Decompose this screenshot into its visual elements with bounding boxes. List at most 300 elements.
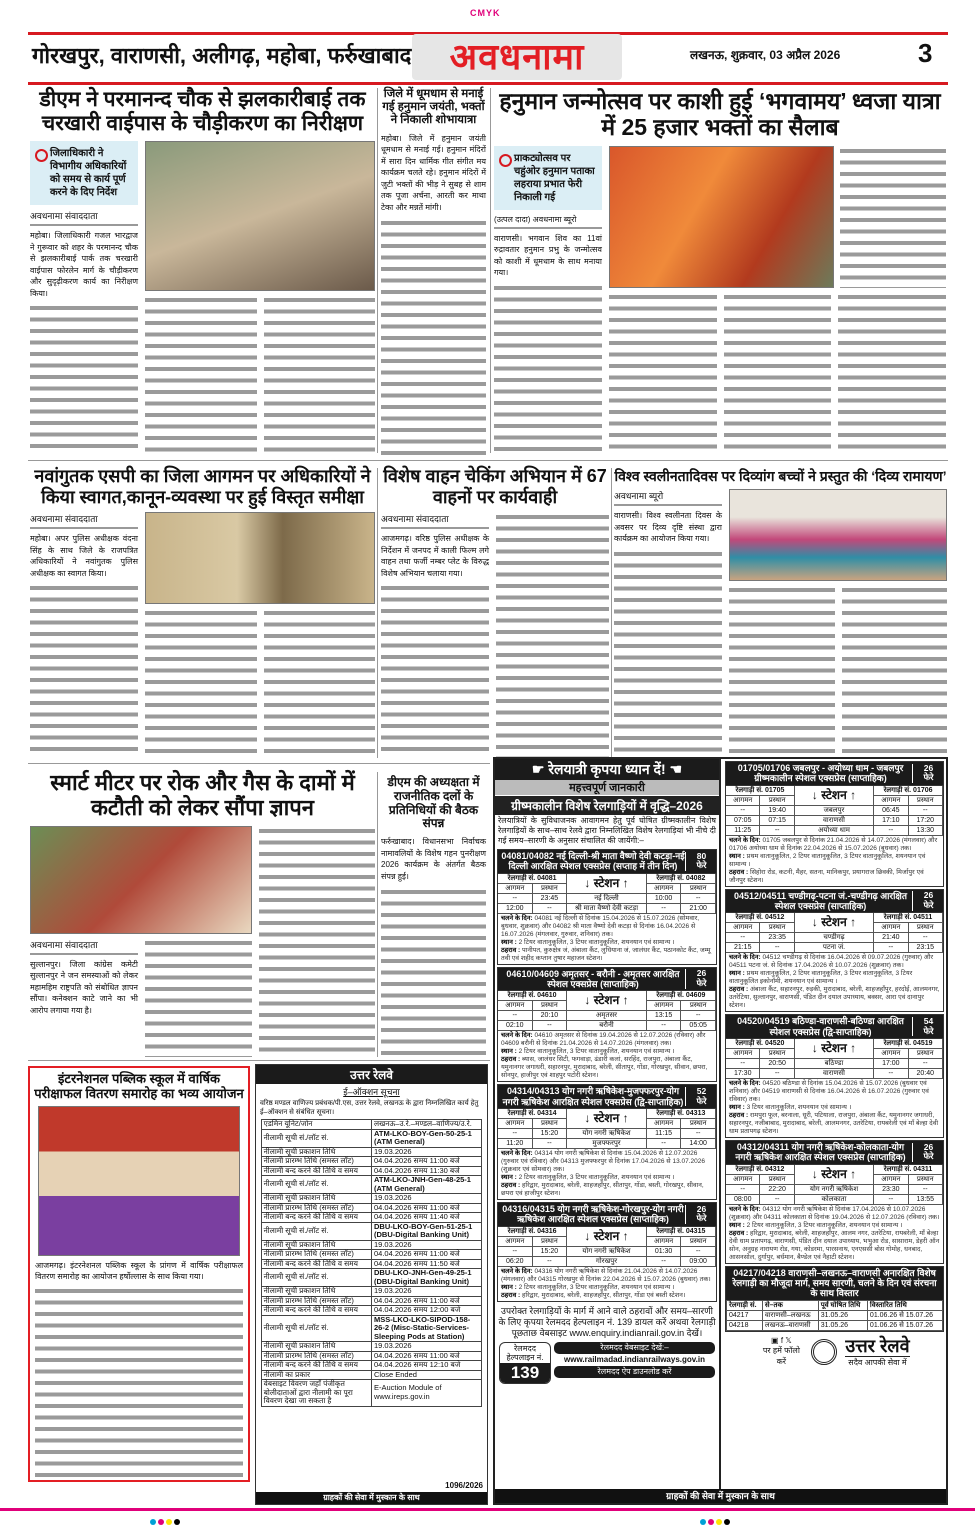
station-name: गोरखपुर — [567, 1257, 647, 1267]
autism-story — [614, 468, 947, 758]
header-bottom-rule — [28, 82, 948, 85]
time-cell: -- — [533, 1021, 568, 1031]
time-header: आगमन — [647, 1001, 682, 1011]
detail-line — [729, 970, 940, 986]
auction-org: उत्तर रेलवे — [256, 1065, 487, 1084]
railmadad-links — [554, 1342, 715, 1384]
vehicle-body-text — [496, 512, 609, 758]
time-cell: -- — [726, 933, 760, 943]
trips-count: 54 — [923, 1015, 934, 1026]
detail-text: प्रथम वातानुकूलित, 2 टियर वातानुकूलित, 3 टियर वातानुकूलित, 3 टियर वातानुकूलित इकोनॉमी, शयनयान एवं सामान्य । — [729, 970, 913, 986]
follow-text: पर हमें फॉलो करें — [762, 1346, 800, 1367]
rail-attention-banner — [495, 759, 719, 780]
train-no-up: रेलगाड़ी सं. 04082 — [647, 874, 716, 884]
dm-body-text — [264, 295, 376, 455]
train-trips — [912, 1017, 940, 1037]
time-cell: 21:40 — [874, 933, 908, 943]
railway-left-column — [495, 759, 721, 1489]
detail-text: 04314 योग नगरी ऋषिकेश से दिनांक 15.04.2026 से 12.07.2026 (गुरुवार एवं रविवार) और 04313 मुजफ्फरपुर से दिनांक 17.04.2026 से 13.07.2026 (शुक्रवार एवं सोमवार) तक। — [501, 1150, 705, 1174]
time-cell: 13:15 — [647, 1011, 682, 1021]
time-header: प्रस्थान — [909, 923, 943, 933]
auction-row-label: नीलामी सूची सं./लॉट सं. — [261, 1222, 371, 1240]
trips-unit: फेरे — [923, 1025, 934, 1036]
dm-byline: अवधनामा संवाददाता — [30, 209, 138, 226]
auction-row-label: नीलामी प्रारम्भ तिथि (समस्त लॉट) — [261, 1203, 371, 1213]
org-name: उत्तर रेलवे — [845, 1335, 910, 1356]
railway-advertisement — [493, 757, 948, 1505]
column-divider — [611, 468, 612, 758]
ext-cell: 31.05.26 — [818, 1320, 867, 1330]
detail-line — [501, 1292, 713, 1300]
detail-line — [501, 1268, 713, 1284]
time-cell: 23:15 — [909, 943, 943, 953]
cmyk-dots — [150, 1512, 182, 1530]
train-no-up: रेलगाड़ी सं. 04609 — [647, 991, 716, 1001]
detail-line — [501, 939, 713, 947]
table-row — [261, 1315, 482, 1342]
time-header: आगमन — [874, 1049, 908, 1059]
auction-row-value: 04.04.2026 समय 11:00 बजे — [372, 1157, 482, 1167]
time-cell: -- — [726, 1059, 760, 1069]
auction-ref: 1096/2026 — [445, 1481, 483, 1490]
detail-text: 04512 चण्डीगढ़ से दिनांक 16.04.2026 से 09.07.2026 (गुरुवार) और 04511 पटना जं. से दिनांक 17.04.2026 से 10.07.2026 (शुक्रवार) तक। — [729, 954, 934, 970]
time-cell: -- — [647, 1021, 682, 1031]
sp-welcome-photo — [145, 512, 375, 604]
auction-row-value: E-Auction Module of www.ireps.gov.in — [372, 1380, 482, 1407]
row-divider — [28, 1060, 490, 1061]
time-cell: 12:00 — [498, 904, 533, 914]
ext-cell: 04217 — [727, 1310, 763, 1320]
train-trips — [685, 969, 713, 989]
train-details — [726, 836, 943, 886]
smart-meter-body: सुल्तानपुर। जिला कांग्रेस कमेटी सुल्तानपुर ने जन समस्याओं को लेकर महामहिम राष्ट्रपति को संबोधित ज्ञापन सौंपा। कनेक्शन काटे जाने का भी आरोप लगाया गया है। — [30, 959, 138, 1015]
auction-row-value: 04.04.2026 समय 11:00 बजे — [372, 1203, 482, 1213]
auction-row-label: नीलामी बन्द करने की तिथि व समय — [261, 1213, 371, 1223]
dm-meeting-body: फर्रुखाबाद। विधानसभा निर्वाचक नामावलियों के विशेष गहन पुनरीक्षण 2026 कार्यक्रम के अंतर्गत बैठक संपन्न हुई। — [381, 837, 486, 881]
train-details — [726, 953, 943, 1011]
column-divider — [377, 88, 378, 453]
time-header: प्रस्थान — [909, 1175, 943, 1185]
auction-row-value: DBU-LKO-BOY-Gen-51-25-1 (DBU-Digital Banking Unit) — [372, 1222, 482, 1240]
rail-title: ग्रीष्मकालीन विशेष रेलगाड़ियों में वृद्धि–2026 — [495, 796, 719, 815]
detail-text: 2 टियर वातानुकूलित, 3 टियर वातानुकूलित, शयनयान एवं सामान्य । — [518, 938, 675, 946]
arrow-up-icon: ↑ — [619, 1228, 629, 1243]
train-title: 04610/04609 अमृतसर - बरौनी - अमृतसर आरक्षित स्पेशल एक्सप्रेस (साप्ताहिक) — [506, 968, 680, 990]
time-cell: -- — [874, 1069, 908, 1079]
detail-label: चलने के दिन: — [501, 1032, 535, 1040]
detail-line — [729, 1112, 940, 1136]
time-cell: -- — [874, 943, 908, 953]
timetable — [498, 1226, 716, 1267]
registration-mark: CMYK — [470, 8, 501, 18]
detail-text: प्रथम वातानुकूलित, 2 टियर वातानुकूलित, 3 टियर वातानुकूलित, शयनयान एवं सामान्य । — [729, 852, 926, 868]
train-title: 04312/04311 योग नगरी ऋषिकेश-कोलकाता-योग नगरी ऋषिकेश आरक्षित स्पेशल एक्सप्रेस (साप्ताहिक) — [735, 1142, 906, 1163]
dm-meeting-story — [381, 776, 486, 1057]
time-header: आगमन — [874, 796, 908, 806]
station-name: वाराणसी — [795, 1069, 874, 1079]
station-name: बठिण्डा — [795, 1059, 874, 1069]
arrow-down-icon: ↓ — [811, 787, 822, 802]
dm-body-text — [30, 303, 138, 455]
auction-row-label: नीलामी बन्द करने की तिथि व समय — [261, 1259, 371, 1269]
train-title: 01705/01706 जबलपुर - अयोध्या धाम - जबलपुर ग्रीष्मकालीन स्पेशल एक्सप्रेस (साप्ताहिक) — [737, 763, 904, 784]
time-cell: -- — [681, 894, 716, 904]
train-box — [725, 1014, 944, 1138]
auction-row-label: वेबसाइट विवरण जहाँ पंजीकृत बोलीदाताओं द्वारा नीलामी का पूरा विवरण देखा जा सकता है — [261, 1380, 371, 1407]
time-cell: 14:00 — [681, 1139, 716, 1149]
station-name: कोलकाता — [795, 1195, 874, 1205]
autism-body-text — [614, 549, 722, 758]
school-story-box — [28, 1066, 250, 1482]
arrow-down-icon: ↓ — [811, 1041, 822, 1056]
autism-event-photo — [729, 489, 947, 581]
time-cell: -- — [726, 806, 760, 816]
detail-label: स्थान : — [501, 1048, 519, 1056]
auction-row-value: 19.03.2026 — [372, 1147, 482, 1157]
railmadad-app-link[interactable]: रेलमदद ऐप डाउनलोड करें — [554, 1366, 715, 1378]
train-no-up: रेलगाड़ी सं. 01706 — [874, 786, 943, 796]
school-body: आजमगढ़। इंटरनेशनल पब्लिक स्कूल के प्रांगण में वार्षिक परीक्षाफल वितरण समारोह का आयोजन हर्षोल्लास के साथ किया गया। — [35, 1260, 243, 1282]
ext-header: से–तक — [762, 1300, 818, 1310]
timetable — [726, 1038, 943, 1079]
train-title-bar — [498, 968, 716, 991]
time-header: प्रस्थान — [681, 1119, 716, 1129]
train-no-up: रेलगाड़ी सं. 04315 — [647, 1227, 716, 1237]
detail-line — [501, 1056, 713, 1080]
detail-text: रामपुरा फूल, बरनाला, धूरी, पटियाला, राजपुरा, अंबाला कैंट, यमुनानगर जगाधरी, सहारनपुर, नजीबाबाद, मुरादाबाद, बरेली, आलमनगर, उतरेटिया, रायबरेली एवं माँ बेल्हा देवी धाम प्रतापगढ़ स्टेशन। — [729, 1112, 939, 1136]
sp-body-text — [145, 608, 257, 758]
station-header — [795, 913, 874, 933]
time-cell: 07:05 — [726, 816, 760, 826]
kashi-body-text — [494, 283, 602, 455]
school-headline: इंटरनेशनल पब्लिक स्कूल में वार्षिक परीक्षाफल वितरण समारोह का भव्य आयोजन — [34, 1071, 244, 1101]
time-cell: -- — [681, 1011, 716, 1021]
auction-intro: वरिष्ठ मण्डल वाणिज्य प्रबंधक/पी.एस, उत्तर रेलवे, लखनऊ के द्वारा निम्नलिखित कार्य हेतु ई–ऑक्शन से संबंधित सूचना। — [260, 1100, 479, 1116]
dm-inspection-story — [30, 88, 375, 455]
ext-cell: वाराणसी–लखनऊ — [762, 1310, 818, 1320]
arrow-down-icon: ↓ — [584, 1228, 594, 1243]
smart-meter-body-text — [145, 938, 252, 1057]
auction-row-value: 19.03.2026 — [372, 1287, 482, 1297]
trips-count: 26 — [696, 968, 707, 979]
table-row — [261, 1342, 482, 1352]
auction-title: ई–ऑक्शन सूचना — [343, 1087, 400, 1097]
time-cell: -- — [498, 1129, 533, 1139]
kashi-body-text — [840, 146, 946, 288]
dateline: लखनऊ, शुक्रवार, 03 अप्रैल 2026 — [690, 48, 841, 62]
train-no-down: रेलगाड़ी सं. 01705 — [726, 786, 795, 796]
trips-count: 26 — [696, 1203, 707, 1214]
time-cell: -- — [647, 904, 682, 914]
time-header: प्रस्थान — [760, 1175, 794, 1185]
train-details — [498, 1149, 716, 1199]
time-header: प्रस्थान — [909, 796, 943, 806]
auction-table — [261, 1119, 483, 1407]
autism-day-headline: विश्व स्वलीनतादिवस पर दिव्यांग बच्चों ने प्रस्तुत की ‘दिव्य रामायण’ — [614, 468, 947, 484]
auction-row-value: 19.03.2026 — [372, 1342, 482, 1352]
trips-unit: फेरे — [696, 978, 707, 989]
time-cell: 17:30 — [726, 1069, 760, 1079]
dm-body: महोबा। जिलाधिकारी गजल भारद्वाज ने गुरूवार को शहर के परमानन्द चौक से झलकारीबाई पार्क तक चरखारी वाईपास फोरलेन मार्ग के चौड़ीकरण और सुदृढ़ीकरण कार्य का निरीक्षण किया। — [30, 231, 138, 298]
trips-count: 80 — [696, 850, 707, 861]
time-cell: 15:20 — [533, 1129, 568, 1139]
train-no-down: रेलगाड़ी सं. 04312 — [726, 1165, 795, 1175]
train-no-down: रेलगाड़ी सं. 04316 — [498, 1227, 567, 1237]
kashi-body-text — [724, 292, 832, 455]
auction-row-label: नीलामी सूची सं./लॉट सं. — [261, 1315, 371, 1342]
time-cell: 19:40 — [760, 806, 794, 816]
social-follow — [759, 1336, 803, 1367]
arrow-down-icon: ↓ — [584, 1111, 594, 1126]
time-cell: 21:15 — [726, 943, 760, 953]
time-header: आगमन — [498, 1001, 533, 1011]
detail-label: चलने के दिन: — [501, 914, 535, 922]
detail-line — [729, 869, 940, 885]
time-cell: -- — [681, 1247, 716, 1257]
table-row — [727, 1310, 943, 1320]
trips-unit: फेरे — [696, 1095, 707, 1106]
railway-emblem-icon — [811, 1339, 837, 1365]
station-name: मुजफ्फरपुर — [567, 1139, 647, 1149]
column-divider — [377, 772, 378, 1057]
auction-row-value: 04.04.2026 समय 11:00 बजे — [372, 1296, 482, 1306]
train-no-down: रेलगाड़ी सं. 04520 — [726, 1039, 795, 1049]
auction-row-label: नीलामी का प्रकार — [261, 1370, 371, 1380]
detail-label: चलने के दिन: — [729, 1080, 763, 1088]
detail-label: चलने के दिन: — [501, 1267, 535, 1275]
timetable — [726, 785, 943, 836]
train-trips — [685, 1205, 713, 1225]
train-box — [497, 849, 717, 965]
pointing-hand-icon: ☛ — [531, 761, 549, 777]
time-header: आगमन — [647, 1237, 682, 1247]
detail-text: पानीपत, कुरुक्षेत्र जं, अंबाला कैंट, लुधियाना जं, जालंधर कैंट, पठानकोट कैंट, जम्मू तवी एवं शहीद कप्तान तुषार महाजन स्टेशन। — [501, 946, 711, 962]
smart-meter-headline: स्मार्ट मीटर पर रोक और गैस के दामों में कटौती को लेकर सौंपा ज्ञापन — [50, 770, 355, 821]
station-header — [567, 874, 647, 894]
station-label: स्टेशन — [593, 1228, 620, 1243]
detail-line — [501, 915, 713, 939]
column-divider — [377, 468, 378, 758]
time-cell: 06:45 — [874, 806, 908, 816]
time-cell: 09:00 — [681, 1257, 716, 1267]
station-name: श्री माता वैष्णो देवी कटड़ा — [567, 904, 647, 914]
time-cell: 20:10 — [533, 1011, 568, 1021]
time-cell: 20:50 — [760, 1059, 794, 1069]
train-title: 04316/04315 योग नगरी ऋषिकेश-गोरखपुर-योग नगरी ऋषिकेश आरक्षित स्पेशल एक्सप्रेस (साप्ताहिक) — [502, 1204, 684, 1225]
detail-line — [501, 1032, 713, 1048]
arrow-up-icon: ↑ — [619, 1111, 629, 1126]
cmyk-dots — [700, 1512, 732, 1530]
station-header — [567, 1109, 647, 1129]
railmadad-website-label: रेलमदद वेबसाइट देखें:– — [554, 1342, 715, 1354]
auction-row-label: नीलामी प्रारम्भ तिथि (समस्त लॉट) — [261, 1157, 371, 1167]
railmadad-website-link[interactable]: www.railmadad.indianrailways.gov.in — [564, 1354, 705, 1364]
northern-railway-logo-block — [723, 1334, 946, 1370]
auction-row-label: नीलामी बन्द करने की तिथि व समय — [261, 1306, 371, 1316]
detail-text: 2 टियर वातानुकूलित, 3 टियर वातानुकूलित, शयनयान एवं सामान्य । — [518, 1283, 675, 1291]
station-header — [567, 1227, 647, 1247]
detail-label: ठहराव : — [729, 986, 750, 994]
time-cell: -- — [533, 1257, 568, 1267]
sp-byline: अवधनामा संवाददाता — [30, 512, 138, 529]
time-cell: 17:20 — [909, 816, 943, 826]
detail-text: अंबाला कैंट, सहारनपुर, रुड़की, मुरादाबाद, बरेली, शाहजहाँपुर, हरदोई, आलमनगर, उतरेटिया, सुल्तानपुर, वाराणसी, पंडित दीन दयाल उपाध्याय, बक्सर, आरा एवं दानापुर स्टेशन। — [729, 986, 940, 1010]
detail-text: 2 टियर वातानुकूलित, 3 टियर वातानुकूलित, शयनयान एवं सामान्य । — [518, 1174, 675, 1182]
sp-body-text — [264, 608, 376, 758]
hanuman-jayanti-headline: जिले में धूमधाम से मनाई गई हनुमान जयंती, भक्तों ने निकाली शोभायात्रा — [382, 88, 485, 127]
detail-label: ठहराव : — [501, 946, 522, 954]
arrow-up-icon: ↑ — [846, 915, 857, 930]
time-header: प्रस्थान — [760, 1049, 794, 1059]
time-header: आगमन — [498, 884, 533, 894]
arrow-down-icon: ↓ — [584, 993, 594, 1008]
auction-row-label: नीलामी सूची सं./लॉट सं. — [261, 1269, 371, 1287]
auction-row-label: नीलामी सूची प्रकाशन तिथि — [261, 1194, 371, 1204]
station-name: योग नगरी ऋषिकेश — [567, 1129, 647, 1139]
helpline-box — [499, 1342, 551, 1384]
detail-label: चलने के दिन: — [729, 954, 763, 962]
rail-intro: रेलयात्रियों के सुविधाजनक आवागमन हेतु पूर्व घोषित ग्रीष्मकालीन विशेष रेलगाड़ियों के साथ–साथ रेलवे द्वारा निम्नलिखित विशेष रेलगाड़ियां भी नीचे दी गई समय–सारणी के अनुसार संचालित की जायेंगी:– — [498, 816, 716, 845]
table-row — [261, 1222, 482, 1240]
trips-unit: फेरे — [696, 860, 707, 871]
train-title: 04314/04313 योग नगरी ऋषिकेश-मुजफ्फरपुर-योग नगरी ऋषिकेश आरक्षित स्पेशल एक्सप्रेस (द्वि-साप्ताहिक) — [502, 1086, 684, 1107]
auction-row-value: 04.04.2026 समय 11:00 बजे — [372, 1250, 482, 1260]
detail-label: स्थान : — [729, 852, 747, 860]
auction-row-value: 04.04.2026 समय 11:40 बजे — [372, 1213, 482, 1223]
train-no-up: रेलगाड़ी सं. 04311 — [874, 1165, 943, 1175]
detail-line — [729, 1230, 940, 1262]
auction-row-value: ATM-LKO-JNH-Gen-48-25-1 (ATM General) — [372, 1176, 482, 1194]
time-cell: -- — [498, 1247, 533, 1257]
e-auction-notice — [255, 1064, 488, 1505]
org-tagline: सदैव आपकी सेवा में — [845, 1356, 909, 1368]
time-header: आगमन — [498, 1237, 533, 1247]
station-label: स्टेशन — [821, 1166, 847, 1181]
kashi-body-text — [609, 292, 717, 455]
detail-label: स्थान : — [501, 938, 519, 946]
detail-line — [729, 1080, 940, 1104]
time-header: आगमन — [726, 923, 760, 933]
time-cell: -- — [909, 806, 943, 816]
train-details — [498, 1267, 716, 1301]
kashi-procession-photo — [609, 146, 834, 288]
pointing-hand-icon: ☚ — [665, 761, 683, 777]
detail-line — [729, 986, 940, 1010]
extension-table-box — [725, 1266, 944, 1332]
detail-label: ठहराव : — [729, 1112, 750, 1120]
station-name: पटना जं. — [795, 943, 874, 953]
auction-row-label: नीलामी सूची सं./लॉट सं. — [261, 1129, 371, 1147]
time-header: प्रस्थान — [533, 884, 568, 894]
detail-line — [729, 1206, 940, 1222]
dm-inspection-photo — [145, 141, 375, 291]
train-title-bar — [498, 1203, 716, 1226]
social-icons: ▣ f 𝕏 — [771, 1336, 792, 1346]
kashi-story — [494, 88, 946, 455]
time-cell: 15:20 — [533, 1247, 568, 1257]
vehicle-body: आजमगढ़। वरिष्ठ पुलिस अधीक्षक के निर्देशन में जनपद में काली फिल्म लगे वाहन तथा फर्जी नम्बर प्लेट के विरुद्ध विशेष अभियान चलाया गया। — [381, 534, 489, 578]
trips-count: 26 — [923, 890, 934, 901]
right-train-list — [723, 761, 946, 1264]
time-cell: 17:10 — [874, 816, 908, 826]
train-trips — [912, 764, 940, 784]
sp-story — [30, 466, 375, 758]
auction-row-label: नीलामी बन्द करने की तिथि व समय — [261, 1166, 371, 1176]
time-header: आगमन — [498, 1119, 533, 1129]
train-no-up: रेलगाड़ी सं. 04519 — [874, 1039, 943, 1049]
time-header: प्रस्थान — [681, 884, 716, 894]
detail-line — [501, 1150, 713, 1174]
rail-footer: ग्राहकों की सेवा में मुस्कान के साथ — [495, 1489, 946, 1503]
time-cell: 23:30 — [874, 1185, 908, 1195]
time-cell: 22:20 — [760, 1185, 794, 1195]
detail-label: स्थान : — [501, 1174, 519, 1182]
auction-unit-label: एडमिन यूनिट/जोन — [261, 1120, 371, 1130]
detail-label: स्थान : — [729, 1221, 747, 1229]
detail-label: ठहराव : — [729, 868, 750, 876]
arrow-down-icon: ↓ — [811, 1166, 822, 1181]
train-title: 04520/04519 बठिण्डा-वाराणसी-बठिण्डा आरक्षित स्पेशल एक्सप्रेस (द्वि-साप्ताहिक) — [737, 1016, 904, 1037]
detail-text: 04312 योग नगरी ऋषिकेश से दिनांक 17.04.2026 से 10.07.2026 (शुक्रवार) और 04311 कोलकाता से दिनांक 19.04.2026 से 12.07.2026 (रविवार) तक। — [729, 1205, 940, 1221]
table-row — [261, 1250, 482, 1260]
train-details — [726, 1205, 943, 1263]
detail-text: 04520 बठिण्डा से दिनांक 15.04.2026 से 15.07.2026 (बुधवार एवं शनिवार) और 04519 वाराणसी से दिनांक 16.04.2026 से 16.07.2026 (गुरुवार एवं रविवार) तक। — [729, 1080, 929, 1104]
ext-cell: 01.06.26 से 15.07.26 — [867, 1320, 942, 1330]
time-header: आगमन — [726, 1049, 760, 1059]
auction-row-label: नीलामी सूची सं./लॉट सं. — [261, 1176, 371, 1194]
detail-text: हरिद्वार, मुरादाबाद, बरेली, शाहजहाँपुर, सीतापुर, गोंडा, बस्ती, गोरखपुर, सीवान, छपरा एवं हाजीपुर स्टेशन। — [501, 1182, 704, 1198]
detail-label: स्थान : — [729, 970, 747, 978]
station-label: स्टेशन — [593, 875, 620, 890]
train-no-up: रेलगाड़ी सं. 04313 — [647, 1109, 716, 1119]
auction-footer: ग्राहकों की सेवा में मुस्कान के साथ — [256, 1492, 487, 1504]
time-cell: 21:00 — [681, 904, 716, 914]
sp-body-text — [30, 583, 138, 758]
auction-row-value: 04.04.2026 समय 12:00 बजे — [372, 1306, 482, 1316]
time-cell: -- — [909, 933, 943, 943]
ext-cell: 31.05.26 — [818, 1310, 867, 1320]
train-no-down: रेलगाड़ी सं. 04314 — [498, 1109, 567, 1119]
time-cell: -- — [647, 1139, 682, 1149]
table-row — [727, 1320, 943, 1330]
time-cell: -- — [874, 1195, 908, 1205]
timetable — [498, 990, 716, 1031]
train-title-bar — [726, 890, 943, 913]
auction-row-label: नीलामी बन्द करने की तिथि व समय — [261, 1361, 371, 1371]
time-cell: -- — [498, 1011, 533, 1021]
dm-inspection-headline: डीएम ने परमानन्द चौक से झलकारीबाई तक चरखारी वाईपास के चौड़ीकरण का निरीक्षण — [39, 88, 366, 136]
extension-table — [726, 1300, 943, 1331]
train-no-down: रेलगाड़ी सं. 04610 — [498, 991, 567, 1001]
dm-highlight-box: जिलाधिकारी ने विभागीय अधिकारियों को समय से कार्य पूर्ण करने के दिए निर्देश — [30, 141, 138, 205]
detail-line — [729, 1222, 940, 1230]
auction-row-value: 19.03.2026 — [372, 1194, 482, 1204]
helpline-number: 139 — [500, 1363, 550, 1383]
train-title: 04512/04511 चण्डीगढ़-पटना जं.-चण्डीगढ़ आरक्षित स्पेशल एक्सप्रेस (साप्ताहिक) — [733, 890, 908, 912]
dm-meeting-headline: डीएम की अध्यक्षता में राजनीतिक दलों के प्रतिनिधियों की बैठक संपन्न — [387, 775, 480, 831]
detail-line — [729, 954, 940, 970]
smart-meter-byline: अवधनामा संवाददाता — [30, 938, 138, 955]
time-cell: 11:15 — [647, 1129, 682, 1139]
table-row — [261, 1213, 482, 1223]
dm-body-text — [145, 295, 257, 455]
trips-count: 26 — [923, 762, 934, 773]
time-cell: -- — [533, 1139, 568, 1149]
row-divider — [28, 460, 948, 461]
detail-text: ब्यास, जालंधर सिटी, फगवाड़ा, ढंडारी कलां, सरहिंद, राजपुरा, अंबाला कैंट, यमुनानगर जगाधरी, सहारनपुर, मुरादाबाद, बरेली, सीतापुर, गोंडा, गोरखपुर, सीवान, छपरा, सोनपुर, हाजीपुर एवं शाहपुर पटोरी स्टेशन। — [501, 1056, 708, 1080]
time-cell: 13:55 — [909, 1195, 943, 1205]
auction-row-value: 04.04.2026 समय 12:10 बजे — [372, 1361, 482, 1371]
